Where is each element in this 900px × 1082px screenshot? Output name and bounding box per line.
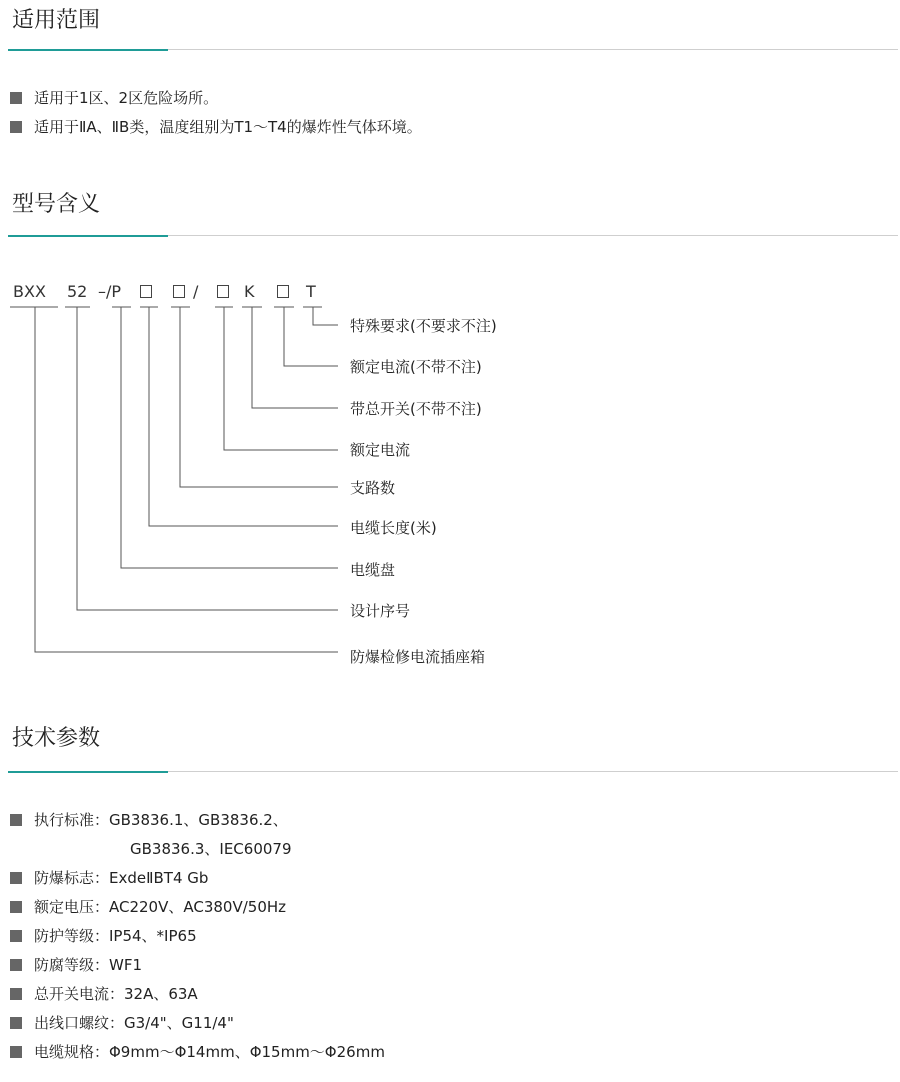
list-item: 出线口螺纹：G3/4"、G11/4" [10,1009,385,1038]
square-bullet-icon [10,901,22,913]
model-label-main-switch: 带总开关(不带不注) [350,400,482,418]
list-item: 总开关电流：32A、63A [10,980,385,1009]
code-token-p: –/P [98,282,122,301]
section-divider-tech [8,771,898,772]
square-bullet-icon [10,959,22,971]
square-bullet-icon [10,814,22,826]
code-token-bxx: BXX [13,282,46,301]
model-label-cable-length: 电缆长度(米) [350,519,437,537]
model-label-rated-current-optional: 额定电流(不带不注) [350,358,482,376]
list-item: 防护等级：IP54、*IP65 [10,922,385,951]
code-token-52: 52 [67,282,88,301]
section-title-tech: 技术参数 [12,726,101,751]
list-item: 防腐等级：WF1 [10,951,385,980]
list-item: 防爆标志：ExdeⅡBT4 Gb [10,864,385,893]
list-item: 额定电压：AC220V、AC380V/50Hz [10,893,385,922]
section-title-scope: 适用范围 [12,8,101,33]
code-token-slash: / [193,282,199,301]
model-label-branches: 支路数 [350,479,396,497]
model-label-design-number: 设计序号 [350,602,411,620]
list-item: 电缆规格：Φ9mm～Φ14mm、Φ15mm～Φ26mm [10,1038,385,1067]
square-bullet-icon [10,988,22,1000]
code-token-t: T [306,282,316,301]
square-bullet-icon [10,930,22,942]
model-label-rated-current: 额定电流 [350,441,411,459]
square-bullet-icon [10,1046,22,1058]
model-label-special: 特殊要求(不要求不注) [350,317,497,335]
list-item: 适用于ⅡA、ⅡB类，温度组别为T1～T4的爆炸性气体环境。 [10,113,422,142]
list-item: 适用于1区、2区危险场所。 [10,84,422,113]
square-bullet-icon [10,872,22,884]
square-bullet-icon [10,1017,22,1029]
list-item: 执行标准：GB3836.1、GB3836.2、 GB3836.3、IEC60079 [10,806,385,864]
model-label-cable-reel: 电缆盘 [350,561,396,579]
tech-list [10,806,385,1067]
code-token-k: K [244,282,255,301]
section-title-model: 型号含义 [12,192,101,217]
model-label-product-name: 防爆检修电流插座箱 [350,648,486,666]
accent-bar [8,771,168,773]
